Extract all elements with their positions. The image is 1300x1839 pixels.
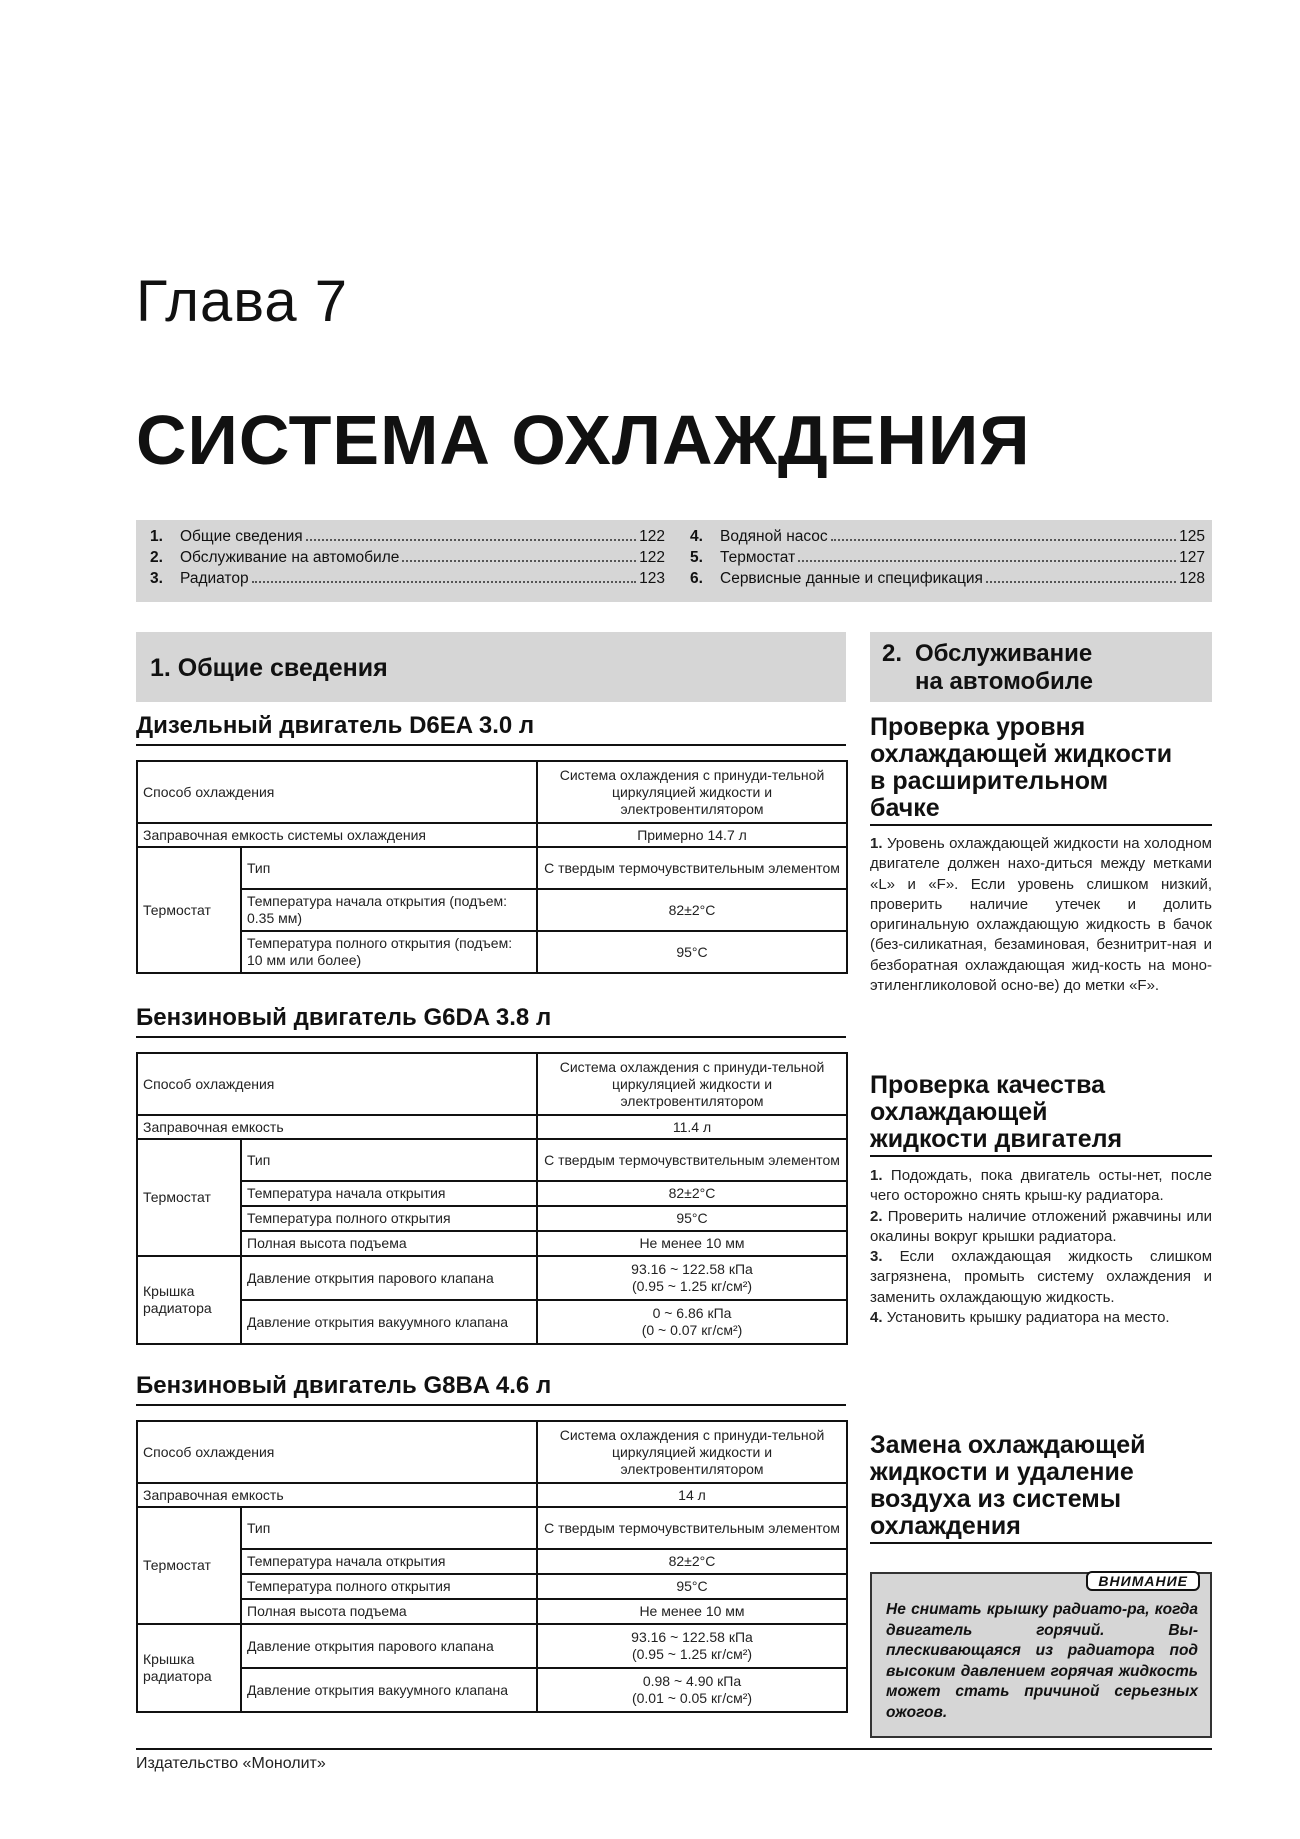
table-cell-group-label: Термостат: [137, 1139, 241, 1256]
toc-item-number: 4.: [690, 528, 703, 545]
value-line: 93.16 ~ 122.58 кПа: [631, 1261, 753, 1277]
table-row: [137, 1668, 847, 1712]
warning-text: Не снимать крышку радиато-ра, когда двигатель горячий. Вы-плескивающаяся из радиатора под высоким давлением горячая жидкость может стать причиной серьезных ожогов.: [886, 1601, 1198, 1721]
spec-table-g8ba: [136, 1420, 848, 1713]
table-row: [137, 1115, 847, 1139]
spec-table-g6da: [136, 1052, 848, 1345]
paragraph-level-check: [870, 834, 1212, 996]
step-text: Подождать, пока двигатель осты-нет, после чего осторожно снять крыш-ку радиатора.: [870, 1167, 1212, 1205]
table-cell-value: [537, 1256, 847, 1300]
table-cell-label: Заправочная емкость: [137, 1483, 537, 1507]
table-cell-group-label: Термостат: [137, 1507, 241, 1624]
table-cell-value: 82±2°С: [537, 1549, 847, 1574]
subheading-quality-check: [870, 1072, 1212, 1157]
table-cell-label: Заправочная емкость системы охлаждения: [137, 823, 537, 847]
table-cell-value: Система охлаждения с принуди-тельной циркуляцией жидкости и электровентилятором: [537, 761, 847, 823]
toc-item-title: Сервисные данные и спецификация: [720, 570, 983, 587]
toc-item-page: 123: [639, 570, 665, 587]
toc-item-page: 122: [639, 549, 665, 566]
table-row: [137, 1231, 847, 1256]
table-cell-group-label: Термостат: [137, 847, 241, 973]
toc-column-left: [150, 528, 665, 591]
engine-heading-g8ba: Бензиновый двигатель G8BA 4.6 л: [136, 1372, 846, 1406]
table-cell-value: Система охлаждения с принуди-тельной циркуляцией жидкости и электровентилятором: [537, 1053, 847, 1115]
step-text: Уровень охлаждающей жидкости на холодном двигателе должен нахо-диться между метками «L» и «F». Если уровень слишком низкий, проверить наличие утечек и долить оригинальную охлаждающую жидкость в бачок (без-силикатная, безаминовая, безнитрит-ная и безборатная охлаждающая жид-кость на моно-этиленгликоловой осно-ве) до метки «F».: [870, 835, 1212, 995]
step-number: 4.: [870, 1309, 883, 1327]
toc-item-title: Термостат: [720, 549, 796, 566]
table-row: [137, 1624, 847, 1668]
toc-item-title: Радиатор: [180, 570, 249, 587]
toc-item[interactable]: [690, 570, 1205, 591]
table-cell-label: Способ охлаждения: [137, 1421, 537, 1483]
subheading-level-check: [870, 714, 1212, 826]
spec-table-d6ea: [136, 760, 848, 974]
toc-item-number: 5.: [690, 549, 703, 566]
toc-leader-dots: [798, 560, 1176, 562]
value-line: (0.01 ~ 0.05 кг/см²): [631, 1690, 753, 1706]
engine-heading-g6da: Бензиновый двигатель G6DA 3.8 л: [136, 1004, 846, 1038]
engine-heading-d6ea: Дизельный двигатель D6EA 3.0 л: [136, 712, 846, 746]
toc-leader-dots: [402, 560, 636, 562]
table-cell-value: [537, 1668, 847, 1712]
table-cell-value: Не менее 10 мм: [537, 1231, 847, 1256]
step: [870, 1207, 1212, 1248]
section-1-title: 1. Общие сведения: [150, 654, 388, 682]
toc-item-page: 128: [1179, 570, 1205, 587]
subheading-line: охлаждающей: [870, 1098, 1048, 1126]
subheading-line: охлаждения: [870, 1512, 1021, 1540]
toc-item-title: Общие сведения: [180, 528, 303, 545]
toc-item-page: 122: [639, 528, 665, 545]
table-row: [137, 1549, 847, 1574]
table-cell-value: С твердым термочувствительным элементом: [537, 847, 847, 889]
subheading-line: воздуха из системы: [870, 1485, 1122, 1513]
table-cell-label: Температура начала открытия: [241, 1549, 537, 1574]
section-1-banner: [136, 632, 846, 702]
chapter-title: СИСТЕМА ОХЛАЖДЕНИЯ: [136, 401, 1031, 479]
table-row: [137, 761, 847, 823]
table-row: [137, 1599, 847, 1624]
toc-item[interactable]: [690, 549, 1205, 570]
subheading-line: Замена охлаждающей: [870, 1431, 1146, 1459]
step-number: 3.: [870, 1248, 883, 1266]
toc-item-page: 125: [1179, 528, 1205, 545]
step-text: Проверить наличие отложений ржавчины или окалины вокруг крышки радиатора.: [870, 1207, 1212, 1245]
toc-item[interactable]: [150, 570, 665, 591]
toc-item-page: 127: [1179, 549, 1205, 566]
subheading-line: в расширительном: [870, 767, 1109, 795]
table-cell-value: 14 л: [537, 1483, 847, 1507]
table-row: [137, 1574, 847, 1599]
table-cell-label: Температура начала открытия (подъем: 0.35 мм): [241, 889, 537, 931]
table-row: [137, 931, 847, 973]
table-cell-value: Не менее 10 мм: [537, 1599, 847, 1624]
table-cell-value: Система охлаждения с принуди-тельной циркуляцией жидкости и электровентилятором: [537, 1421, 847, 1483]
section-2-title-line1: Обслуживание: [915, 640, 1093, 667]
table-cell-value: 95°С: [537, 1574, 847, 1599]
value-line: 0 ~ 6.86 кПа: [652, 1305, 732, 1321]
toc-item-number: 1.: [150, 528, 163, 545]
subheading-line: охлаждающей жидкости: [870, 740, 1173, 768]
subheading-line: Проверка качества: [870, 1071, 1106, 1099]
step-number: 1.: [870, 835, 883, 852]
table-cell-value: Примерно 14.7 л: [537, 823, 847, 847]
table-row: [137, 847, 847, 889]
table-cell-label: Температура полного открытия (подъем: 10 мм или более): [241, 931, 537, 973]
subheading-line: бачке: [870, 794, 940, 822]
table-cell-label: Давление открытия вакуумного клапана: [241, 1668, 537, 1712]
warning-tag: ВНИМАНИЕ: [1086, 1571, 1200, 1591]
step-number: 1.: [870, 1167, 883, 1184]
value-line: 93.16 ~ 122.58 кПа: [631, 1629, 753, 1645]
subheading-replace-coolant: [870, 1432, 1212, 1544]
table-cell-group-label: Крышка радиатора: [137, 1624, 241, 1712]
toc-item[interactable]: [150, 528, 665, 549]
table-cell-value: 95°С: [537, 931, 847, 973]
toc-item-title: Обслуживание на автомобиле: [180, 549, 400, 566]
table-cell-label: Температура полного открытия: [241, 1574, 537, 1599]
toc-column-right: [690, 528, 1205, 591]
table-cell-value: С твердым термочувствительным элементом: [537, 1507, 847, 1549]
toc-item[interactable]: [150, 549, 665, 570]
table-row: [137, 1507, 847, 1549]
table-cell-label: Температура полного открытия: [241, 1206, 537, 1231]
table-cell-value: 11.4 л: [537, 1115, 847, 1139]
table-cell-label: Полная высота подъема: [241, 1231, 537, 1256]
table-cell-label: Давление открытия парового клапана: [241, 1256, 537, 1300]
table-cell-value: С твердым термочувствительным элементом: [537, 1139, 847, 1181]
value-line: (0.95 ~ 1.25 кг/см²): [631, 1646, 753, 1662]
table-row: [137, 823, 847, 847]
table-cell-value: [537, 1300, 847, 1344]
step-text: Установить крышку радиатора на место.: [886, 1309, 1170, 1327]
table-row: [137, 1256, 847, 1300]
table-cell-value: 95°С: [537, 1206, 847, 1231]
table-cell-group-label: Крышка радиатора: [137, 1256, 241, 1344]
toc-leader-dots: [831, 539, 1176, 541]
table-cell-label: Способ охлаждения: [137, 761, 537, 823]
value-line: (0.95 ~ 1.25 кг/см²): [631, 1278, 753, 1294]
toc-item-number: 3.: [150, 570, 163, 587]
table-row: [137, 889, 847, 931]
toc-leader-dots: [306, 539, 636, 541]
table-cell-label: Давление открытия вакуумного клапана: [241, 1300, 537, 1344]
table-row: [137, 1053, 847, 1115]
toc-item-number: 2.: [150, 549, 163, 566]
subheading-line: жидкости и удаление: [870, 1458, 1134, 1486]
table-row: [137, 1483, 847, 1507]
step: [870, 1308, 1212, 1328]
table-row: [137, 1206, 847, 1231]
toc-leader-dots: [986, 581, 1176, 583]
toc-item[interactable]: [690, 528, 1205, 549]
subheading-line: жидкости двигателя: [870, 1125, 1123, 1153]
section-2-banner: [870, 632, 1212, 702]
table-cell-label: Тип: [241, 1507, 537, 1549]
value-line: 0.98 ~ 4.90 кПа: [642, 1673, 742, 1689]
table-row: [137, 1300, 847, 1344]
table-cell-value: [537, 1624, 847, 1668]
table-cell-label: Способ охлаждения: [137, 1053, 537, 1115]
footer-divider: [136, 1748, 1212, 1750]
table-cell-label: Тип: [241, 847, 537, 889]
value-line: (0 ~ 0.07 кг/см²): [641, 1322, 743, 1338]
toc-item-title: Водяной насос: [720, 528, 828, 545]
table-cell-label: Полная высота подъема: [241, 1599, 537, 1624]
table-cell-label: Тип: [241, 1139, 537, 1181]
footer-publisher: Издательство «Монолит»: [136, 1755, 326, 1772]
table-cell-label: Давление открытия парового клапана: [241, 1624, 537, 1668]
step: [870, 1166, 1212, 1207]
table-cell-value: 82±2°С: [537, 1181, 847, 1206]
toc-leader-dots: [252, 581, 637, 583]
table-row: [137, 1421, 847, 1483]
paragraph-quality-check: [870, 1166, 1212, 1328]
table-cell-label: Температура начала открытия: [241, 1181, 537, 1206]
table-cell-value: 82±2°С: [537, 889, 847, 931]
step-text: Если охлаждающая жидкость слишком загрязнена, промыть систему охлаждения и заменить охлаждающую жидкость.: [870, 1248, 1212, 1306]
subheading-line: Проверка уровня: [870, 713, 1086, 741]
toc-item-number: 6.: [690, 570, 703, 587]
step: [870, 1247, 1212, 1308]
table-cell-label: Заправочная емкость: [137, 1115, 537, 1139]
chapter-label: Глава 7: [136, 269, 349, 334]
table-row: [137, 1139, 847, 1181]
warning-box: [870, 1572, 1212, 1738]
table-of-contents: [136, 520, 1212, 602]
table-row: [137, 1181, 847, 1206]
section-2-number: 2.: [882, 640, 903, 667]
step-number: 2.: [870, 1207, 883, 1225]
section-2-title-line2: на автомобиле: [915, 668, 1094, 695]
